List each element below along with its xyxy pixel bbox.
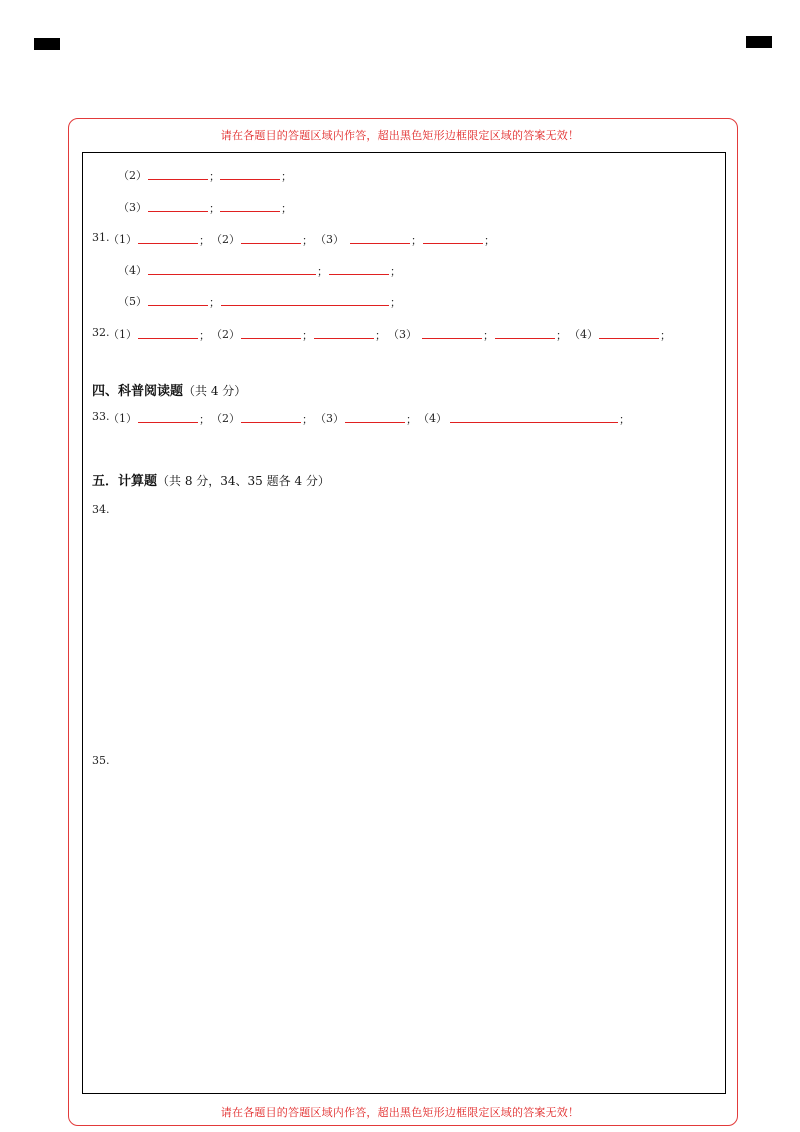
answer-blank[interactable]: [329, 274, 389, 275]
sub-label-2: （2）: [211, 233, 240, 246]
separator: ；: [406, 413, 417, 426]
separator: ；: [281, 202, 292, 215]
sub-label-3: （3）: [118, 201, 147, 214]
separator: ；: [209, 170, 220, 183]
answer-blank-long[interactable]: [450, 422, 618, 423]
answer-blank[interactable]: [495, 338, 555, 339]
sub-label-1: （1）: [108, 233, 137, 246]
answer-blank[interactable]: [345, 422, 405, 423]
separator: ；: [390, 296, 401, 309]
section-heading-4: [92, 380, 246, 399]
separator: ；: [411, 234, 422, 247]
separator: ；: [483, 329, 494, 342]
question-number-31: 31.: [92, 231, 110, 244]
answer-blank[interactable]: [220, 179, 280, 180]
answer-blank[interactable]: [138, 243, 198, 244]
section-title: 四、科普阅读题: [92, 384, 184, 399]
question-number-32: 32.: [92, 326, 110, 339]
section-note: （共 4 分）: [183, 384, 247, 398]
answer-blank[interactable]: [148, 179, 208, 180]
notice-top: 请在各题目的答题区域内作答，超出黑色矩形边框限定区域的答案无效！: [220, 129, 580, 142]
answer-blank[interactable]: [138, 338, 198, 339]
separator: ；: [199, 329, 210, 342]
answer-blank[interactable]: [220, 211, 280, 212]
separator: ；: [209, 202, 220, 215]
section-heading-5: [92, 470, 330, 489]
answer-blank[interactable]: [138, 422, 198, 423]
answer-space-34[interactable]: [90, 520, 710, 745]
separator: ；: [302, 234, 313, 247]
question-number-35: 35.: [92, 754, 110, 767]
separator: ；: [390, 265, 401, 278]
answer-blank[interactable]: [599, 338, 659, 339]
answer-blank[interactable]: [241, 422, 301, 423]
answer-space-35[interactable]: [90, 772, 710, 1082]
answer-blank[interactable]: [422, 338, 482, 339]
registration-mark-right: [746, 36, 772, 48]
answer-blank[interactable]: [350, 243, 410, 244]
separator: ；: [302, 413, 313, 426]
sub-label-4: （4）: [569, 328, 598, 341]
sub-label-1: （1）: [108, 328, 137, 341]
separator: ；: [199, 234, 210, 247]
answer-blank[interactable]: [423, 243, 483, 244]
sub-label-2: （2）: [118, 169, 147, 182]
separator: ；: [484, 234, 495, 247]
sub-label-4: （4）: [118, 264, 147, 277]
sub-label-5: （5）: [118, 295, 147, 308]
separator: ；: [556, 329, 567, 342]
separator: ；: [199, 413, 210, 426]
answer-blank-long[interactable]: [148, 274, 316, 275]
separator: ；: [302, 329, 313, 342]
sub-label-1: （1）: [108, 412, 137, 425]
separator: ；: [281, 170, 292, 183]
answer-blank-long[interactable]: [221, 305, 389, 306]
sub-label-2: （2）: [211, 328, 240, 341]
answer-blank[interactable]: [148, 211, 208, 212]
sub-label-4: （4）: [418, 412, 447, 425]
sub-label-3: （3）: [388, 328, 417, 341]
sub-label-3: （3）: [315, 233, 344, 246]
question-number-34: 34.: [92, 503, 110, 516]
sub-label-3: （3）: [315, 412, 344, 425]
section-note: （共 8 分，34、35 题各 4 分）: [157, 474, 330, 488]
answer-blank[interactable]: [148, 305, 208, 306]
sub-label-2: （2）: [211, 412, 240, 425]
separator: ；: [209, 296, 220, 309]
separator: ；: [619, 413, 630, 426]
separator: ；: [660, 329, 671, 342]
answer-blank[interactable]: [241, 243, 301, 244]
registration-mark-left: [34, 38, 60, 50]
separator: ；: [375, 329, 386, 342]
separator: ；: [317, 265, 328, 278]
section-title: 五．计算题: [92, 474, 158, 489]
question-number-33: 33.: [92, 410, 110, 423]
answer-blank[interactable]: [314, 338, 374, 339]
notice-bottom: 请在各题目的答题区域内作答，超出黑色矩形边框限定区域的答案无效！: [220, 1106, 580, 1119]
answer-blank[interactable]: [241, 338, 301, 339]
